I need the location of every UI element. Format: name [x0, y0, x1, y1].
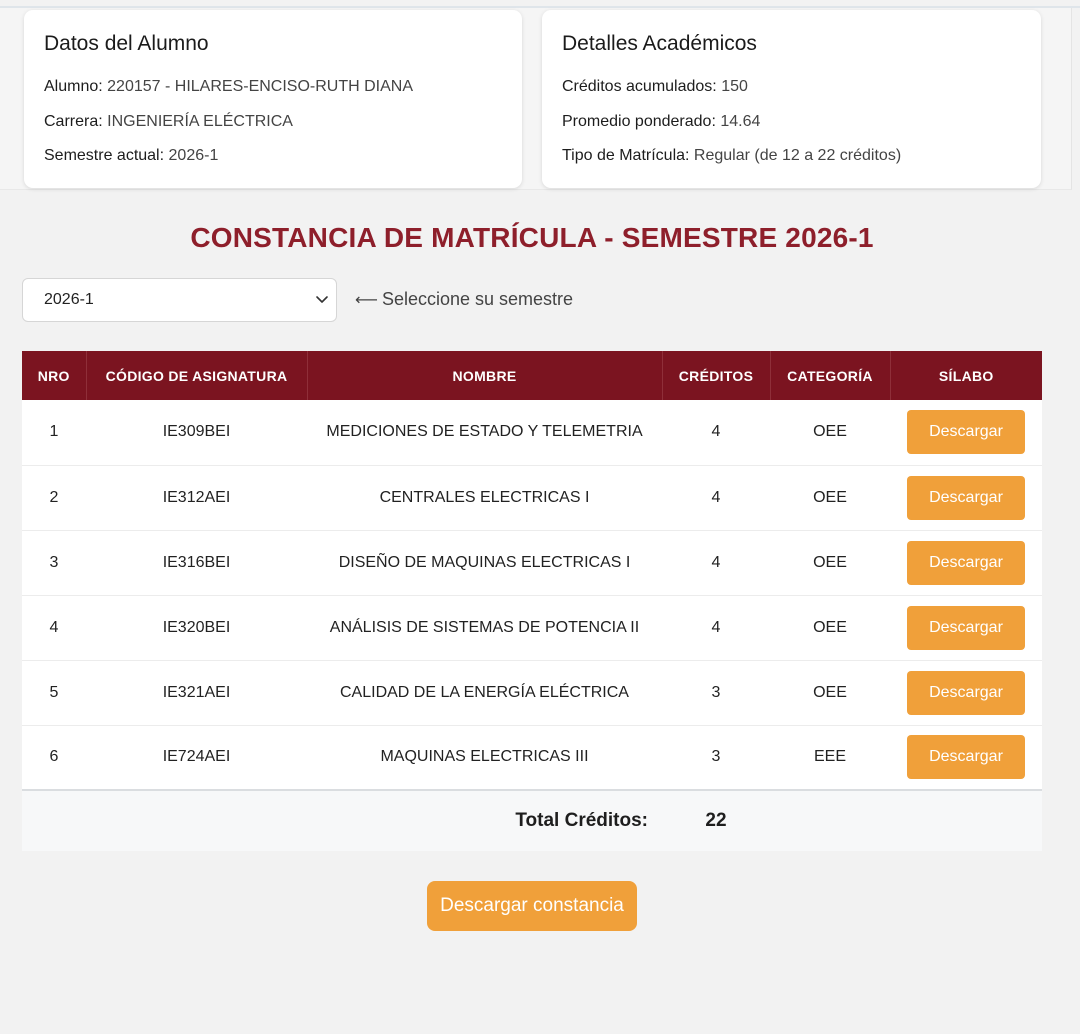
- chevron-down-icon: [314, 291, 330, 307]
- table-row: [22, 530, 1042, 595]
- cell-nro: 3: [22, 530, 86, 595]
- cell-code: IE321AEI: [86, 660, 307, 725]
- cell-syllabus: [890, 725, 1042, 790]
- download-syllabus-button[interactable]: Descargar: [907, 476, 1025, 520]
- cell-name: DISEÑO DE MAQUINAS ELECTRICAS I: [307, 530, 662, 595]
- header-nro: NRO: [22, 351, 86, 400]
- download-syllabus-button[interactable]: Descargar: [907, 671, 1025, 715]
- cell-syllabus: [890, 400, 1042, 465]
- table-row: [22, 595, 1042, 660]
- table-row: [22, 400, 1042, 465]
- student-card: [24, 10, 522, 188]
- cell-nro: 2: [22, 465, 86, 530]
- current-semester-row: [44, 147, 502, 165]
- cell-syllabus: [890, 530, 1042, 595]
- cell-category: EEE: [813, 748, 846, 766]
- cell-category: OEE: [770, 400, 890, 465]
- cell-category: OEE: [770, 465, 890, 530]
- cell-category: OEE: [770, 530, 890, 595]
- field-value: 150: [721, 78, 748, 95]
- total-credits-value: 22: [662, 790, 770, 851]
- academic-card-title: Detalles Académicos: [562, 32, 757, 55]
- field-label: Carrera:: [44, 112, 103, 130]
- field-label: Semestre actual:: [44, 147, 165, 164]
- weighted-average-row: [562, 113, 1021, 131]
- field-label: Tipo de Matrícula:: [562, 147, 690, 164]
- cell-credits: 3: [662, 660, 770, 725]
- field-value: Regular (de 12 a 22 créditos): [693, 147, 902, 164]
- download-certificate-button[interactable]: Descargar constancia: [427, 881, 637, 931]
- field-value: 220157 - HILARES-ENCISO-RUTH DIANA: [107, 78, 414, 95]
- cell-code: IE320BEI: [86, 595, 307, 660]
- cell-name: CENTRALES ELECTRICAS I: [307, 465, 662, 530]
- semester-hint-text: Seleccione su semestre: [381, 289, 574, 309]
- cell-nro: 1: [22, 400, 86, 465]
- courses-table: [22, 351, 1042, 851]
- student-id-row: [44, 78, 502, 96]
- semester-select[interactable]: [22, 278, 337, 322]
- left-arrow-icon: ⟵: [355, 292, 378, 309]
- cell-code: IE316BEI: [86, 530, 307, 595]
- header-name: NOMBRE: [307, 351, 662, 400]
- cell-credits: 4: [662, 595, 770, 660]
- download-syllabus-button[interactable]: Descargar: [907, 735, 1025, 779]
- cell-name: CALIDAD DE LA ENERGÍA ELÉCTRICA: [307, 660, 662, 725]
- field-value: 14.64: [720, 112, 761, 130]
- header-credits: CRÉDITOS: [662, 351, 770, 400]
- cell-nro: 4: [22, 595, 86, 660]
- page-title: CONSTANCIA DE MATRÍCULA - SEMESTRE 2026-1: [190, 222, 874, 253]
- cell-code: IE724AEI: [162, 748, 231, 766]
- table-row: [22, 465, 1042, 530]
- cell-syllabus: [890, 660, 1042, 725]
- download-syllabus-button[interactable]: Descargar: [907, 606, 1025, 650]
- cell-name: ANÁLISIS DE SISTEMAS DE POTENCIA II: [307, 595, 662, 660]
- cell-name: MEDICIONES DE ESTADO Y TELEMETRIA: [307, 400, 662, 465]
- table-row: [22, 660, 1042, 725]
- cell-credits: 4: [662, 465, 770, 530]
- cell-category: OEE: [770, 660, 890, 725]
- cell-syllabus: [890, 595, 1042, 660]
- download-syllabus-button[interactable]: Descargar: [907, 541, 1025, 585]
- cell-code: IE309BEI: [86, 400, 307, 465]
- total-empty-cell: [890, 790, 1042, 851]
- field-label: Créditos acumulados:: [562, 78, 717, 95]
- field-value: 2026-1: [168, 147, 219, 164]
- header-category: CATEGORÍA: [770, 351, 890, 400]
- semester-select-value: 2026-1: [44, 291, 94, 308]
- cell-nro: 6: [49, 748, 59, 766]
- cell-nro: 5: [22, 660, 86, 725]
- total-row: [22, 790, 1042, 851]
- semester-hint: [355, 289, 573, 310]
- table-row: [22, 725, 1042, 790]
- cell-syllabus: [890, 465, 1042, 530]
- cell-credits: 3: [711, 748, 721, 766]
- field-label: Promedio ponderado:: [562, 112, 716, 130]
- field-value: INGENIERÍA ELÉCTRICA: [107, 112, 293, 130]
- total-credits-label: Total Créditos:: [22, 790, 662, 851]
- cell-category: OEE: [770, 595, 890, 660]
- career-row: [44, 113, 502, 131]
- cell-name: MAQUINAS ELECTRICAS III: [380, 748, 589, 766]
- table-header-row: [22, 351, 1042, 400]
- cell-credits: 4: [662, 530, 770, 595]
- header-code: CÓDIGO DE ASIGNATURA: [86, 351, 307, 400]
- academic-card: [542, 10, 1041, 188]
- student-card-title: Datos del Alumno: [44, 32, 209, 55]
- cell-code: IE312AEI: [86, 465, 307, 530]
- header-syllabus: SÍLABO: [890, 351, 1042, 400]
- accumulated-credits-row: [562, 78, 1021, 96]
- field-label: Alumno:: [44, 78, 103, 95]
- download-syllabus-button[interactable]: Descargar: [907, 410, 1025, 454]
- total-empty-cell: [770, 790, 890, 851]
- enrollment-type-row: [562, 147, 1021, 165]
- cell-credits: 4: [662, 400, 770, 465]
